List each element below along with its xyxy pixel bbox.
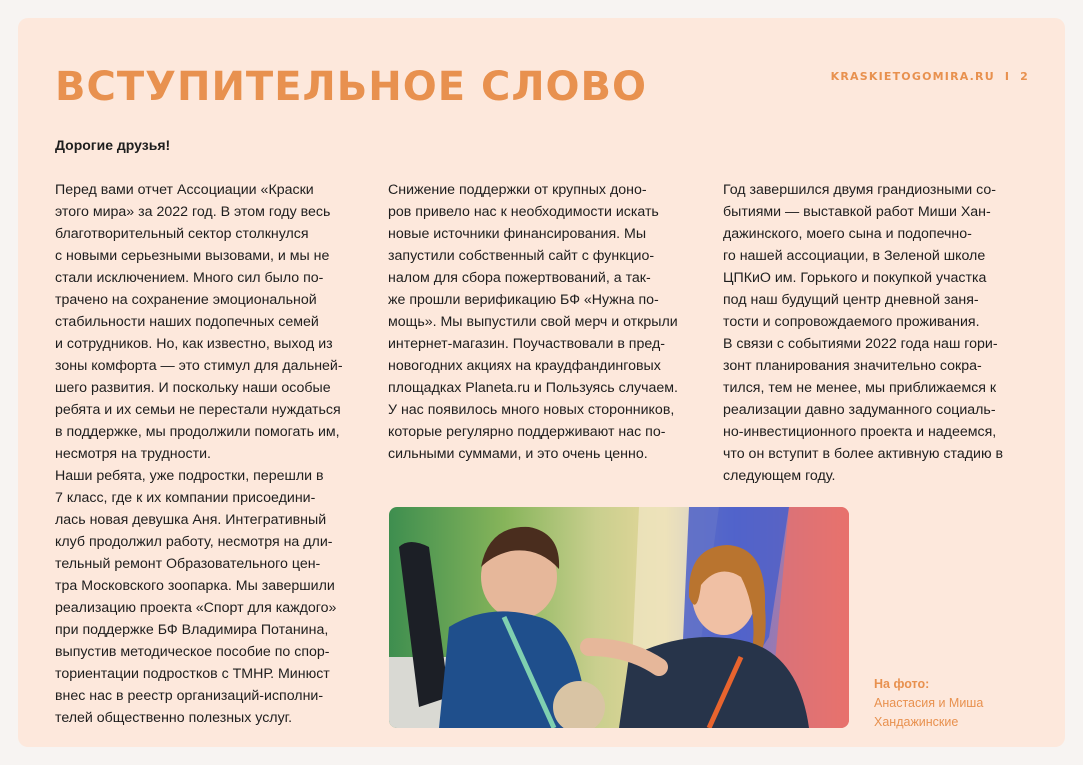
- text-line: интернет-магазин. Поучаствовали в пред-: [388, 336, 665, 352]
- text-line: благотворительный сектор столкнулся: [55, 226, 309, 242]
- text-line: клуб продолжил работу, несмотря на дли-: [55, 534, 333, 550]
- photo-caption: [874, 675, 983, 732]
- site-url: KRASKIETOGOMIRA.RU: [830, 70, 995, 83]
- page-header-meta: [831, 70, 1029, 83]
- page-title: ВСТУПИТЕЛЬНОЕ СЛОВО: [55, 64, 648, 110]
- text-line: стабильности наших подопечных семей: [55, 314, 319, 330]
- text-line: дажинского, моего сына и подопечно-: [723, 226, 972, 242]
- photo: [389, 507, 849, 728]
- text-line: ров привело нас к необходимости искать: [388, 204, 659, 220]
- photo-caption-names: Анастасия и Миша Хандажинские: [874, 696, 984, 729]
- text-line: тельный ремонт Образовательного цен-: [55, 556, 321, 572]
- header-separator: I: [1004, 70, 1011, 83]
- text-line: тости и сопровождаемого проживания.: [723, 314, 980, 330]
- text-column-1: [55, 179, 367, 729]
- photo-illustration: [389, 507, 849, 728]
- text-line: и сотрудников. Но, как известно, выход из: [55, 336, 333, 352]
- text-line: запустили собственный сайт с функцио-: [388, 248, 655, 264]
- text-line: площадках Planeta.ru и Пользуясь случаем.: [388, 380, 678, 396]
- text-line: внес нас в реестр организаций-исполни-: [55, 688, 324, 704]
- text-line: ребята и их семьи не перестали нуждаться: [55, 402, 341, 418]
- text-line: У нас появилось много новых сторонников,: [388, 402, 675, 418]
- text-line: под наш будущий центр дневной заня-: [723, 292, 979, 308]
- text-line: новогодних акциях на краудфандинговых: [388, 358, 661, 374]
- page-number: 2: [1020, 70, 1029, 83]
- text-line: В связи с событиями 2022 года наш гори-: [723, 336, 998, 352]
- text-line: которые регулярно поддерживают нас по-: [388, 424, 666, 440]
- text-line: Снижение поддержки от крупных доно-: [388, 182, 647, 198]
- text-line: трачено на сохранение эмоциональной: [55, 292, 317, 308]
- text-line: зоны комфорта — это стимул для дальней-: [55, 358, 343, 374]
- text-line: новые источники финансирования. Мы: [388, 226, 647, 242]
- text-line: тился, тем не менее, мы приближаемся к: [723, 380, 997, 396]
- text-line: стали исключением. Много сил было по-: [55, 270, 324, 286]
- text-line: ториентации подростков с ТМНР. Минюст: [55, 666, 330, 682]
- text-line: шего развития. И поскольку наши особые: [55, 380, 331, 396]
- text-line: этого мира» за 2022 год. В этом году весь: [55, 204, 331, 220]
- text-line: реализации давно задуманного социаль-: [723, 402, 996, 418]
- greeting: Дорогие друзья!: [55, 137, 171, 153]
- text-line: сильными суммами, и это очень ценно.: [388, 446, 648, 462]
- text-column-3: [723, 179, 1033, 487]
- text-line: но-инвестиционного проекта и надеемся,: [723, 424, 997, 440]
- text-line: налом для сбора пожертвований, а так-: [388, 270, 651, 286]
- text-line: телей общественно полезных услуг.: [55, 710, 293, 726]
- text-line: мощь». Мы выпустили свой мерч и открыли: [388, 314, 678, 330]
- photo-caption-heading: На фото:: [874, 677, 930, 691]
- text-line: что он вступит в более активную стадию в: [723, 446, 1004, 462]
- text-line: ЦПКиО им. Горького и покупкой участка: [723, 270, 987, 286]
- text-line: тра Московского зоопарка. Мы завершили: [55, 578, 335, 594]
- text-line: зонт планирования значительно сокра-: [723, 358, 982, 374]
- report-page: [18, 18, 1065, 747]
- text-line: в поддержке, мы продолжили помогать им,: [55, 424, 340, 440]
- text-line: 7 класс, где к их компании присоедини-: [55, 490, 316, 506]
- text-line: го нашей ассоциации, в Зеленой школе: [723, 248, 986, 264]
- text-line: Перед вами отчет Ассоциации «Краски: [55, 182, 314, 198]
- text-line: с новыми серьезными вызовами, и мы не: [55, 248, 330, 264]
- text-line: лась новая девушка Аня. Интегративный: [55, 512, 327, 528]
- text-line: выпустив методическое пособие по спор-: [55, 644, 330, 660]
- text-line: же прошли верификацию БФ «Нужна по-: [388, 292, 659, 308]
- text-line: несмотря на трудности.: [55, 446, 211, 462]
- text-column-2: [388, 179, 700, 465]
- text-line: реализацию проекта «Спорт для каждого»: [55, 600, 337, 616]
- text-line: Год завершился двумя грандиозными со-: [723, 182, 996, 198]
- text-line: следующем году.: [723, 468, 836, 484]
- text-line: бытиями — выставкой работ Миши Хан-: [723, 204, 991, 220]
- text-line: при поддержке БФ Владимира Потанина,: [55, 622, 329, 638]
- text-line: Наши ребята, уже подростки, перешли в: [55, 468, 324, 484]
